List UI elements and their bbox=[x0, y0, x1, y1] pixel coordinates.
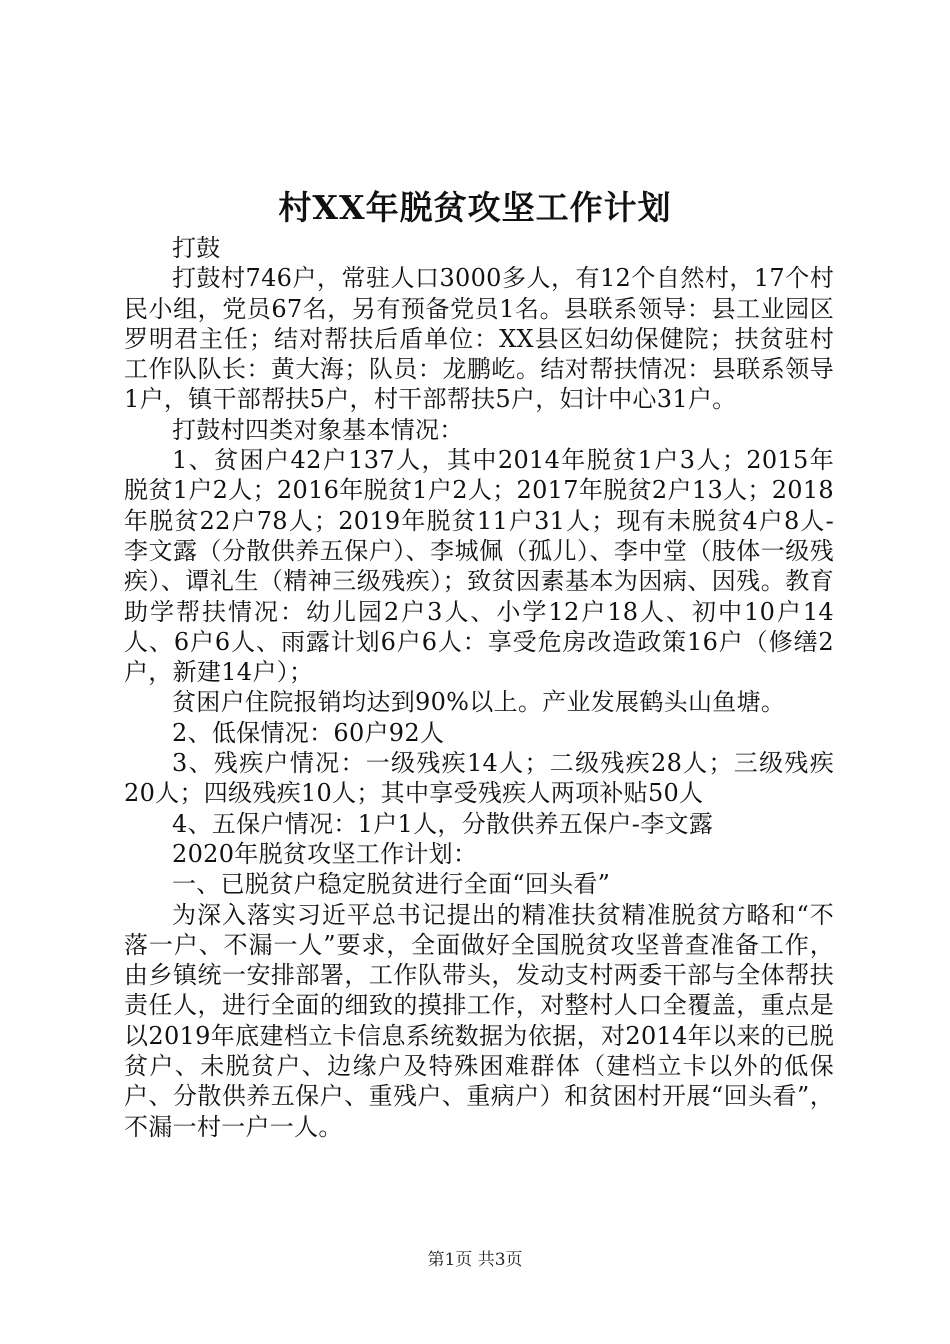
paragraph: 4、五保户情况：1户1人，分散供养五保户-李文露 bbox=[172, 809, 714, 838]
document-title: 村XX年脱贫攻坚工作计划 bbox=[278, 188, 672, 227]
paragraph: 为深入落实习近平总书记提出的精准扶贫精准脱贫方略和“不落一户、不漏一人”要求，全面做好全国脱贫攻坚普查准备工作，由乡镇统一安排部署，工作队带头，发动支村两委干部与全体帮扶责任人，进行全面的细致的摸排工作，对整村人口全覆盖，重点是以2019年底建档立卡信息系统数据为依据，对2014年以来的已脱贫户、未脱贫户、边缘户及特殊困难群体（建档立卡以外的低保户、分散供养五保户、重残户、重病户）和贫困村开展“回头看”，不漏一村一户一人。 bbox=[124, 900, 834, 1141]
paragraph: 贫困户住院报销均达到90%以上。产业发展鹤头山鱼塘。 bbox=[172, 688, 786, 717]
paragraph: 打鼓 bbox=[172, 234, 221, 262]
paragraph: 打鼓村746户，常驻人口3000多人，有12个自然村，17个村民小组，党员67名，另有预备党员1名。县联系领导：县工业园区罗明君主任；结对帮扶后盾单位：XX县区妇幼保健院；扶贫驻村工作队队长：黄大海；队员：龙鹏屹。结对帮扶情况：县联系领导1户，镇干部帮扶5户，村干部帮扶5户，妇计中心31户。 bbox=[124, 264, 834, 414]
paragraph: 1、贫困户42户137人，其中2014年脱贫1户3人；2015年脱贫1户2人；2016年脱贫1户2人；2017年脱贫2户13人；2018年脱贫22户78人；2019年脱贫11户31人；现有未脱贫4户8人-李文露（分散供养五保户）、李城佩（孤儿）、李中堂（肢体一级残疾）、谭礼生（精神三级残疾）；致贫因素基本为因病、因残。教育助学帮扶情况：幼儿园2户3人、小学12户18人、初中10户14人、6户6人、雨露计划6户6人：享受危房改造政策16户（修缮2户，新建14户）； bbox=[124, 446, 834, 687]
page-footer: 第1页 共3页 bbox=[427, 1250, 523, 1270]
paragraph: 打鼓村四类对象基本情况： bbox=[172, 415, 464, 444]
paragraph: 2、低保情况：60户92人 bbox=[172, 718, 445, 747]
document-body bbox=[124, 233, 834, 1142]
paragraph: 3、残疾户情况：一级残疾14人；二级残疾28人；三级残疾20人；四级残疾10人；其中享受残疾人两项补贴50人 bbox=[124, 749, 834, 808]
paragraph: 2020年脱贫攻坚工作计划： bbox=[172, 839, 478, 868]
paragraph: 一、已脱贫户稳定脱贫进行全面“回头看” bbox=[172, 870, 611, 899]
